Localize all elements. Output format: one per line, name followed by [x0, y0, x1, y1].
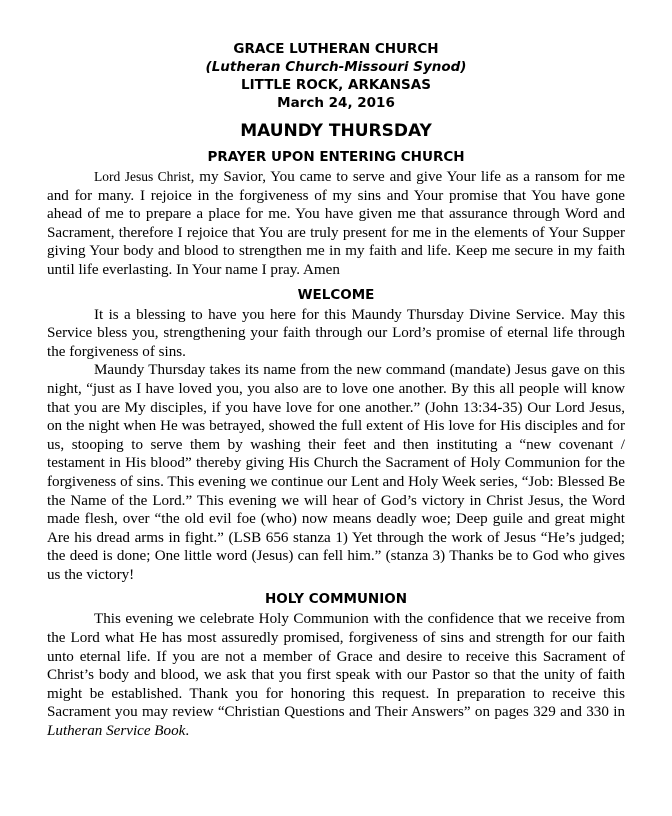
communion-heading: HOLY COMMUNION	[264, 591, 408, 608]
communion-book-title: Lutheran Service Book	[47, 723, 186, 740]
communion-text: This evening we celebrate Holy Communion with the confidence that we receive from the Lord what He has most assuredly promised, forgiveness of sins and strength for our faith unto eternal life. If you are not a member of Grace and desire to receive this Sacrament of Christ’s body and blood, we ask that you first speak with our Pastor so that the unity of faith might be established. Thank you for honoring this request. In preparation to receive this Sacrament you may review “Christian Questions and Their Answers” on pages 329 and 330 in	[47, 611, 625, 721]
welcome-paragraph-2: Maundy Thursday takes its name from the new command (mandate) Jesus gave on this night, “just as I have loved you, you also are to love one another. By this all people will know that you are My disciples, if you have love for one another.” (John 13:34-35) Our Lord Jesus, on the night when He was betrayed, showed the full extent of His love for His disciples and for us, stooping to serve them by washing their feet and then instituting a “new covenant / testament in His blood” thereby giving His Church the Sacrament of Holy Communion for the forgiveness of sins. This evening we continue our Lent and Holy Week series, “Job: Blessed Be the Name of the Lord.” This evening we will hear of God’s victory in Christ Jesus, the Word made flesh, over “the old evil foe (who) now means deadly woe; Deep guile and great might Are his dread arms in fight.” (LSB 656 stanza 1) Yet through the work of Jesus “He’s judged; the deed is done; One little word (Jesus) can fell him.” (stanza 3) Thanks be to God who gives us the victory!	[47, 362, 625, 583]
church-location: LITTLE ROCK, ARKANSAS	[241, 77, 431, 93]
synod-name: (Lutheran Church-Missouri Synod)	[205, 59, 467, 75]
page-title: MAUNDY THURSDAY	[240, 121, 432, 141]
prayer-paragraph	[47, 168, 625, 280]
prayer-heading: PRAYER UPON ENTERING CHURCH	[207, 149, 465, 165]
welcome-heading: WELCOME	[297, 286, 375, 303]
bulletin-page	[47, 40, 625, 741]
prayer-text: , my Savior, You came to serve and give Your life as a ransom for me and for many. I rejoice in the forgiveness of my sins and Your promise that You have gone ahead of me to prepare a place for me. You have given me that assurance through Word and Sacrament, therefore I rejoice that You are truly present for me in the elements of Your Supper giving Your body and blood to strengthen me in my faith and life. Keep me secure in my faith until life everlasting. In Your name I pray. Amen	[47, 169, 625, 278]
communion-paragraph	[47, 610, 625, 740]
welcome-paragraph-1: It is a blessing to have you here for this Maundy Thursday Divine Service. May this Service bless you, strengthening your faith through our Lord’s promise of eternal life through the forgiveness of sins.	[47, 306, 625, 360]
prayer-lead: Lord Jesus Christ	[94, 169, 191, 184]
service-date: March 24, 2016	[277, 95, 395, 111]
church-name: GRACE LUTHERAN CHURCH	[233, 41, 439, 57]
communion-end: .	[185, 723, 190, 740]
